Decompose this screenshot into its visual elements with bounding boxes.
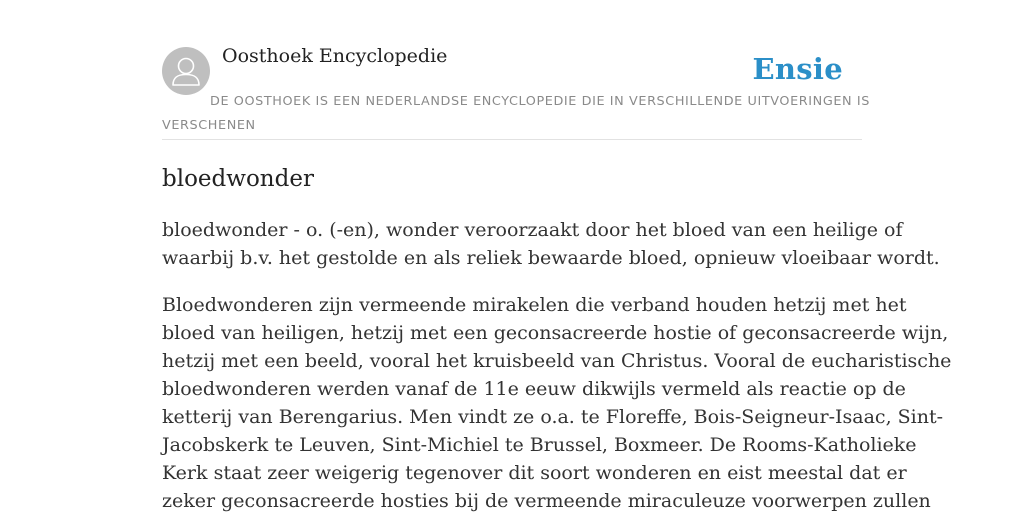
description-line: DE OOSTHOEK IS EEN NEDERLANDSE ENCYCLOPEDIE DIE IN VERSCHILLENDE UITVOERINGEN IS (210, 94, 870, 109)
avatar[interactable] (162, 47, 210, 95)
description-line: VERSCHENEN (162, 118, 256, 133)
text-line: waarbij b.v. het gestolde en als reliek bewaarde bloed, opnieuw vloeibaar wordt. (162, 247, 940, 269)
header-divider (162, 139, 862, 140)
brand-logo[interactable]: Ensie (752, 52, 843, 86)
definition-paragraph (162, 216, 940, 272)
text-line: bloedwonder - o. (-en), wonder veroorzaakt door het bloed van een heilige of (162, 219, 903, 241)
source-name[interactable]: Oosthoek Encyclopedie (222, 45, 448, 67)
text-line: Bloedwonderen zijn vermeende mirakelen die verband houden hetzij met het (162, 294, 907, 316)
text-line: bloedwonderen werden vanaf de 11e eeuw dikwijls vermeld als reactie op de (162, 378, 906, 400)
text-line: zeker geconsacreerde hosties bij de vermeende miraculeuze voorwerpen zullen (162, 490, 931, 512)
text-line: hetzij met een beeld, vooral het kruisbeeld van Christus. Vooral de eucharistische (162, 350, 952, 372)
page-title: bloedwonder (162, 166, 314, 192)
text-line: Kerk staat zeer weigerig tegenover dit soort wonderen en eist meestal dat er (162, 462, 907, 484)
body-paragraph (162, 291, 952, 512)
text-line: ketterij van Berengarius. Men vindt ze o.a. te Floreffe, Bois-Seigneur-Isaac, Sint- (162, 406, 944, 428)
user-silhouette-icon (162, 47, 210, 95)
text-line: Jacobskerk te Leuven, Sint-Michiel te Brussel, Boxmeer. De Rooms-Katholieke (162, 434, 917, 456)
source-description (162, 90, 870, 138)
text-line: bloed van heiligen, hetzij met een geconsacreerde hostie of geconsacreerde wijn, (162, 322, 949, 344)
